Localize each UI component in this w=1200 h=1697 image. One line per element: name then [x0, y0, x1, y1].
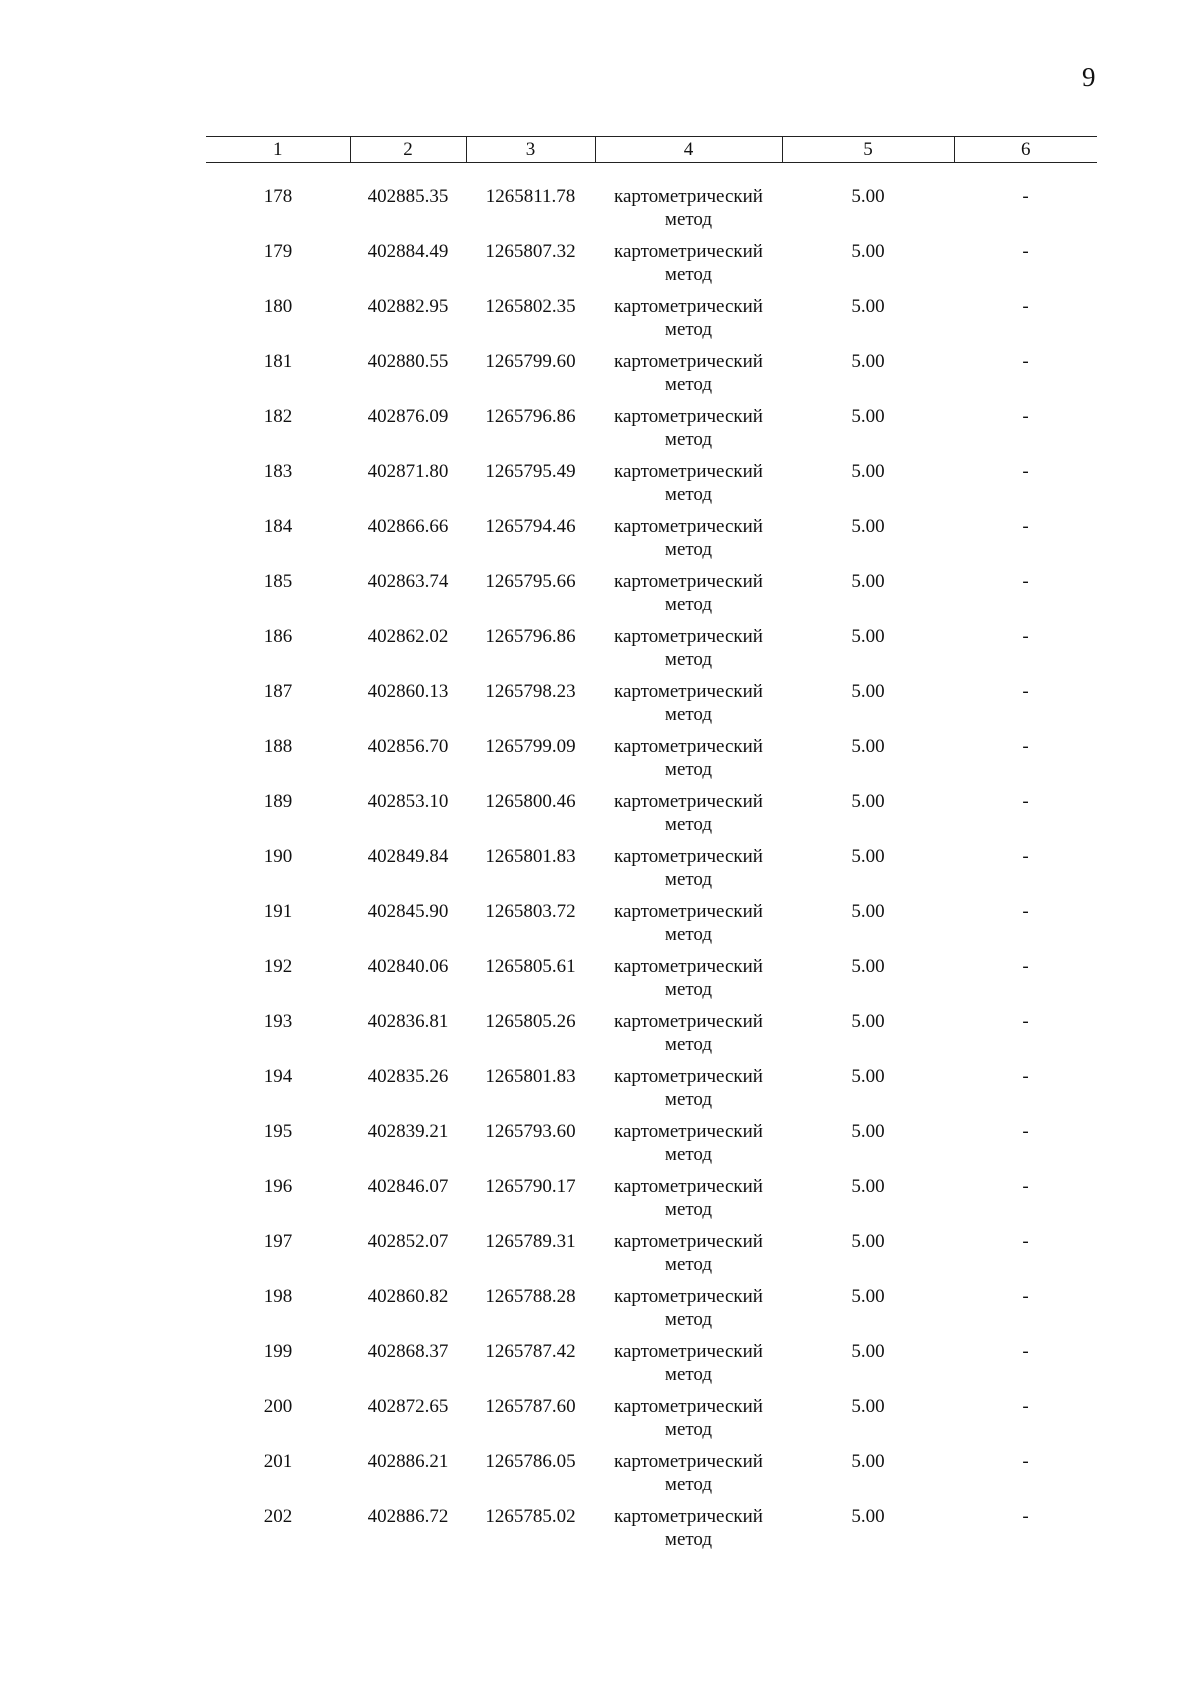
header-spacer: [206, 163, 1097, 186]
method-text-line1: картометрический: [614, 1506, 763, 1527]
coordinate-x-cell: 402886.21: [367, 1451, 449, 1472]
method-text-line2: метод: [664, 429, 713, 450]
method-text-line2: метод: [664, 704, 713, 725]
table-body: [206, 163, 1097, 1561]
coordinate-y-cell: 1265798.23: [485, 681, 576, 702]
point-number-cell: 202: [263, 1506, 293, 1527]
method-text-line1: картометрический: [614, 736, 763, 757]
method-text-line2: метод: [664, 1199, 713, 1220]
method-text-line2: метод: [664, 759, 713, 780]
method-text-line2: метод: [664, 484, 713, 505]
coordinate-y-cell: 1265805.61: [485, 956, 576, 977]
coordinate-y-cell: 1265801.83: [485, 1066, 576, 1087]
note-cell: -: [1022, 846, 1029, 867]
method-text-line2: метод: [664, 319, 713, 340]
accuracy-cell: 5.00: [851, 846, 885, 867]
method-text-line1: картометрический: [614, 186, 763, 207]
method-text-line1: картометрический: [614, 351, 763, 372]
coordinate-x-cell: 402871.80: [367, 461, 449, 482]
coordinate-y-cell: 1265800.46: [485, 791, 576, 812]
coordinate-y-cell: 1265805.26: [485, 1011, 576, 1032]
point-number-cell: 187: [263, 681, 293, 702]
accuracy-cell: 5.00: [851, 1451, 885, 1472]
point-number-cell: 181: [263, 351, 293, 372]
coordinate-x-cell: 402882.95: [367, 296, 449, 317]
table-row: [206, 1230, 1097, 1285]
coordinate-y-cell: 1265795.49: [485, 461, 576, 482]
coordinate-x-cell: 402846.07: [367, 1176, 449, 1197]
coordinate-y-cell: 1265811.78: [485, 186, 576, 207]
point-number-cell: 198: [263, 1286, 293, 1307]
point-number-cell: 183: [263, 461, 293, 482]
method-text-line1: картометрический: [614, 406, 763, 427]
point-number-cell: 194: [263, 1066, 293, 1087]
table-row: [206, 900, 1097, 955]
point-number-cell: 196: [263, 1176, 293, 1197]
coordinate-y-cell: 1265803.72: [485, 901, 576, 922]
note-cell: -: [1022, 1231, 1029, 1252]
coordinate-y-cell: 1265785.02: [485, 1506, 576, 1527]
table-row: [206, 790, 1097, 845]
method-text-line1: картометрический: [614, 626, 763, 647]
method-cell: [595, 680, 782, 735]
accuracy-cell: 5.00: [851, 241, 885, 262]
note-cell: -: [1022, 1506, 1029, 1527]
coordinate-x-cell: 402885.35: [367, 186, 449, 207]
note-cell: -: [1022, 791, 1029, 812]
accuracy-cell: 5.00: [851, 626, 885, 647]
method-text-line1: картометрический: [614, 956, 763, 977]
method-text-line2: метод: [664, 1474, 713, 1495]
note-cell: -: [1022, 901, 1029, 922]
method-text-line2: метод: [664, 979, 713, 1000]
table-row: [206, 405, 1097, 460]
method-text-line2: метод: [664, 209, 713, 230]
accuracy-cell: 5.00: [851, 1341, 885, 1362]
coordinate-y-cell: 1265787.60: [485, 1396, 576, 1417]
point-number-cell: 178: [263, 186, 293, 207]
accuracy-cell: 5.00: [851, 901, 885, 922]
method-cell: [595, 1175, 782, 1230]
coordinate-y-cell: 1265799.60: [485, 351, 576, 372]
accuracy-cell: 5.00: [851, 1121, 885, 1142]
accuracy-cell: 5.00: [851, 571, 885, 592]
note-cell: -: [1022, 1011, 1029, 1032]
point-number-cell: 195: [263, 1121, 293, 1142]
method-cell: [595, 1395, 782, 1450]
note-cell: -: [1022, 1451, 1029, 1472]
note-cell: -: [1022, 1066, 1029, 1087]
method-cell: [595, 790, 782, 845]
method-text-line2: метод: [664, 1364, 713, 1385]
note-cell: -: [1022, 406, 1029, 427]
coordinate-y-cell: 1265802.35: [485, 296, 576, 317]
page-number: 9: [1082, 62, 1096, 92]
table-row: [206, 1340, 1097, 1395]
coordinate-x-cell: 402856.70: [367, 736, 449, 757]
point-number-cell: 190: [263, 846, 293, 867]
point-number-cell: 188: [263, 736, 293, 757]
table-row: [206, 955, 1097, 1010]
accuracy-cell: 5.00: [851, 1066, 885, 1087]
accuracy-cell: 5.00: [851, 1231, 885, 1252]
table-row: [206, 1120, 1097, 1175]
table-row: [206, 185, 1097, 240]
column-header-3: 3: [466, 137, 595, 163]
method-cell: [595, 1065, 782, 1120]
coordinate-y-cell: 1265789.31: [485, 1231, 576, 1252]
method-text-line1: картометрический: [614, 461, 763, 482]
point-number-cell: 189: [263, 791, 293, 812]
accuracy-cell: 5.00: [851, 681, 885, 702]
note-cell: -: [1022, 296, 1029, 317]
table-row: [206, 350, 1097, 405]
method-text-line1: картометрический: [614, 1176, 763, 1197]
table-row: [206, 735, 1097, 790]
coordinate-y-cell: 1265787.42: [485, 1341, 576, 1362]
method-cell: [595, 240, 782, 295]
method-cell: [595, 350, 782, 405]
accuracy-cell: 5.00: [851, 296, 885, 317]
column-header-5: 5: [782, 137, 954, 163]
method-text-line1: картометрический: [614, 296, 763, 317]
coordinate-x-cell: 402836.81: [367, 1011, 449, 1032]
table-row: [206, 1065, 1097, 1120]
table-row: [206, 1450, 1097, 1505]
note-cell: -: [1022, 351, 1029, 372]
method-text-line2: метод: [664, 1309, 713, 1330]
note-cell: -: [1022, 186, 1029, 207]
coordinates-table: [206, 136, 1097, 1560]
method-text-line2: метод: [664, 539, 713, 560]
accuracy-cell: 5.00: [851, 406, 885, 427]
point-number-cell: 182: [263, 406, 293, 427]
point-number-cell: 200: [263, 1396, 293, 1417]
coordinate-y-cell: 1265801.83: [485, 846, 576, 867]
coordinate-x-cell: 402863.74: [367, 571, 449, 592]
note-cell: -: [1022, 681, 1029, 702]
point-number-cell: 186: [263, 626, 293, 647]
method-cell: [595, 900, 782, 955]
method-text-line1: картометрический: [614, 241, 763, 262]
table-row: [206, 515, 1097, 570]
method-text-line1: картометрический: [614, 516, 763, 537]
method-cell: [595, 625, 782, 680]
method-text-line1: картометрический: [614, 681, 763, 702]
accuracy-cell: 5.00: [851, 1011, 885, 1032]
method-text-line1: картометрический: [614, 1396, 763, 1417]
method-text-line1: картометрический: [614, 846, 763, 867]
method-cell: [595, 185, 782, 240]
coordinate-y-cell: 1265790.17: [485, 1176, 576, 1197]
coordinate-y-cell: 1265794.46: [485, 516, 576, 537]
method-text-line2: метод: [664, 1034, 713, 1055]
method-text-line1: картометрический: [614, 1231, 763, 1252]
method-text-line2: метод: [664, 594, 713, 615]
table-row: [206, 625, 1097, 680]
table-row: [206, 1285, 1097, 1340]
table-row: [206, 1395, 1097, 1450]
method-text-line1: картометрический: [614, 901, 763, 922]
method-text-line2: метод: [664, 1419, 713, 1440]
method-cell: [595, 1340, 782, 1395]
accuracy-cell: 5.00: [851, 186, 885, 207]
method-text-line2: метод: [664, 869, 713, 890]
point-number-cell: 197: [263, 1231, 293, 1252]
method-text-line1: картометрический: [614, 571, 763, 592]
point-number-cell: 184: [263, 516, 293, 537]
coordinate-x-cell: 402853.10: [367, 791, 449, 812]
method-text-line1: картометрический: [614, 1286, 763, 1307]
coordinate-x-cell: 402860.82: [367, 1286, 449, 1307]
method-cell: [595, 295, 782, 350]
method-cell: [595, 1230, 782, 1285]
table-row: [206, 1175, 1097, 1230]
header-row: [206, 137, 1097, 163]
accuracy-cell: 5.00: [851, 351, 885, 372]
point-number-cell: 192: [263, 956, 293, 977]
note-cell: -: [1022, 1176, 1029, 1197]
coordinate-x-cell: 402845.90: [367, 901, 449, 922]
coordinate-x-cell: 402884.49: [367, 241, 449, 262]
method-cell: [595, 735, 782, 790]
coordinate-y-cell: 1265807.32: [485, 241, 576, 262]
method-text-line1: картометрический: [614, 1011, 763, 1032]
method-text-line2: метод: [664, 1089, 713, 1110]
table-row: [206, 570, 1097, 625]
table-header: [206, 137, 1097, 163]
coordinate-x-cell: 402866.66: [367, 516, 449, 537]
method-text-line1: картометрический: [614, 1451, 763, 1472]
method-cell: [595, 955, 782, 1010]
accuracy-cell: 5.00: [851, 1176, 885, 1197]
method-text-line2: метод: [664, 1254, 713, 1275]
method-cell: [595, 570, 782, 625]
note-cell: -: [1022, 626, 1029, 647]
column-header-6: 6: [954, 137, 1097, 163]
column-header-1: 1: [206, 137, 350, 163]
point-number-cell: 191: [263, 901, 293, 922]
method-cell: [595, 845, 782, 900]
coordinate-y-cell: 1265786.05: [485, 1451, 576, 1472]
coordinate-x-cell: 402860.13: [367, 681, 449, 702]
note-cell: -: [1022, 241, 1029, 262]
note-cell: -: [1022, 1121, 1029, 1142]
note-cell: -: [1022, 1286, 1029, 1307]
accuracy-cell: 5.00: [851, 516, 885, 537]
table-row: [206, 240, 1097, 295]
coordinate-y-cell: 1265796.86: [485, 626, 576, 647]
coordinate-x-cell: 402840.06: [367, 956, 449, 977]
method-cell: [595, 1285, 782, 1340]
coordinate-x-cell: 402880.55: [367, 351, 449, 372]
coordinate-x-cell: 402886.72: [367, 1506, 449, 1527]
method-text-line2: метод: [664, 814, 713, 835]
coordinate-x-cell: 402849.84: [367, 846, 449, 867]
point-number-cell: 201: [263, 1451, 293, 1472]
coordinate-x-cell: 402835.26: [367, 1066, 449, 1087]
method-cell: [595, 1505, 782, 1560]
note-cell: -: [1022, 461, 1029, 482]
table-row: [206, 460, 1097, 515]
accuracy-cell: 5.00: [851, 1286, 885, 1307]
table-row: [206, 680, 1097, 735]
note-cell: -: [1022, 956, 1029, 977]
coordinate-y-cell: 1265793.60: [485, 1121, 576, 1142]
method-text-line2: метод: [664, 264, 713, 285]
point-number-cell: 199: [263, 1341, 293, 1362]
coordinate-x-cell: 402852.07: [367, 1231, 449, 1252]
table-row: [206, 1010, 1097, 1065]
table-row: [206, 1505, 1097, 1560]
method-text-line2: метод: [664, 1144, 713, 1165]
accuracy-cell: 5.00: [851, 1396, 885, 1417]
method-cell: [595, 405, 782, 460]
method-text-line2: метод: [664, 649, 713, 670]
method-text-line2: метод: [664, 374, 713, 395]
coordinate-x-cell: 402876.09: [367, 406, 449, 427]
accuracy-cell: 5.00: [851, 956, 885, 977]
method-cell: [595, 460, 782, 515]
coordinate-x-cell: 402862.02: [367, 626, 449, 647]
coordinate-x-cell: 402872.65: [367, 1396, 449, 1417]
method-cell: [595, 515, 782, 570]
point-number-cell: 179: [263, 241, 293, 262]
note-cell: -: [1022, 571, 1029, 592]
column-header-2: 2: [350, 137, 466, 163]
point-number-cell: 185: [263, 571, 293, 592]
method-cell: [595, 1450, 782, 1505]
method-cell: [595, 1010, 782, 1065]
coordinate-x-cell: 402868.37: [367, 1341, 449, 1362]
coordinate-x-cell: 402839.21: [367, 1121, 449, 1142]
method-text-line1: картометрический: [614, 1066, 763, 1087]
accuracy-cell: 5.00: [851, 1506, 885, 1527]
accuracy-cell: 5.00: [851, 736, 885, 757]
method-text-line1: картометрический: [614, 1121, 763, 1142]
coordinate-y-cell: 1265799.09: [485, 736, 576, 757]
point-number-cell: 180: [263, 296, 293, 317]
column-header-4: 4: [595, 137, 782, 163]
coordinate-y-cell: 1265795.66: [485, 571, 576, 592]
method-text-line2: метод: [664, 1529, 713, 1550]
table-row: [206, 845, 1097, 900]
method-text-line2: метод: [664, 924, 713, 945]
accuracy-cell: 5.00: [851, 461, 885, 482]
note-cell: -: [1022, 516, 1029, 537]
method-text-line1: картометрический: [614, 791, 763, 812]
note-cell: -: [1022, 1396, 1029, 1417]
table-row: [206, 295, 1097, 350]
accuracy-cell: 5.00: [851, 791, 885, 812]
note-cell: -: [1022, 1341, 1029, 1362]
method-text-line1: картометрический: [614, 1341, 763, 1362]
point-number-cell: 193: [263, 1011, 293, 1032]
coordinate-y-cell: 1265788.28: [485, 1286, 576, 1307]
note-cell: -: [1022, 736, 1029, 757]
coordinate-y-cell: 1265796.86: [485, 406, 576, 427]
method-cell: [595, 1120, 782, 1175]
